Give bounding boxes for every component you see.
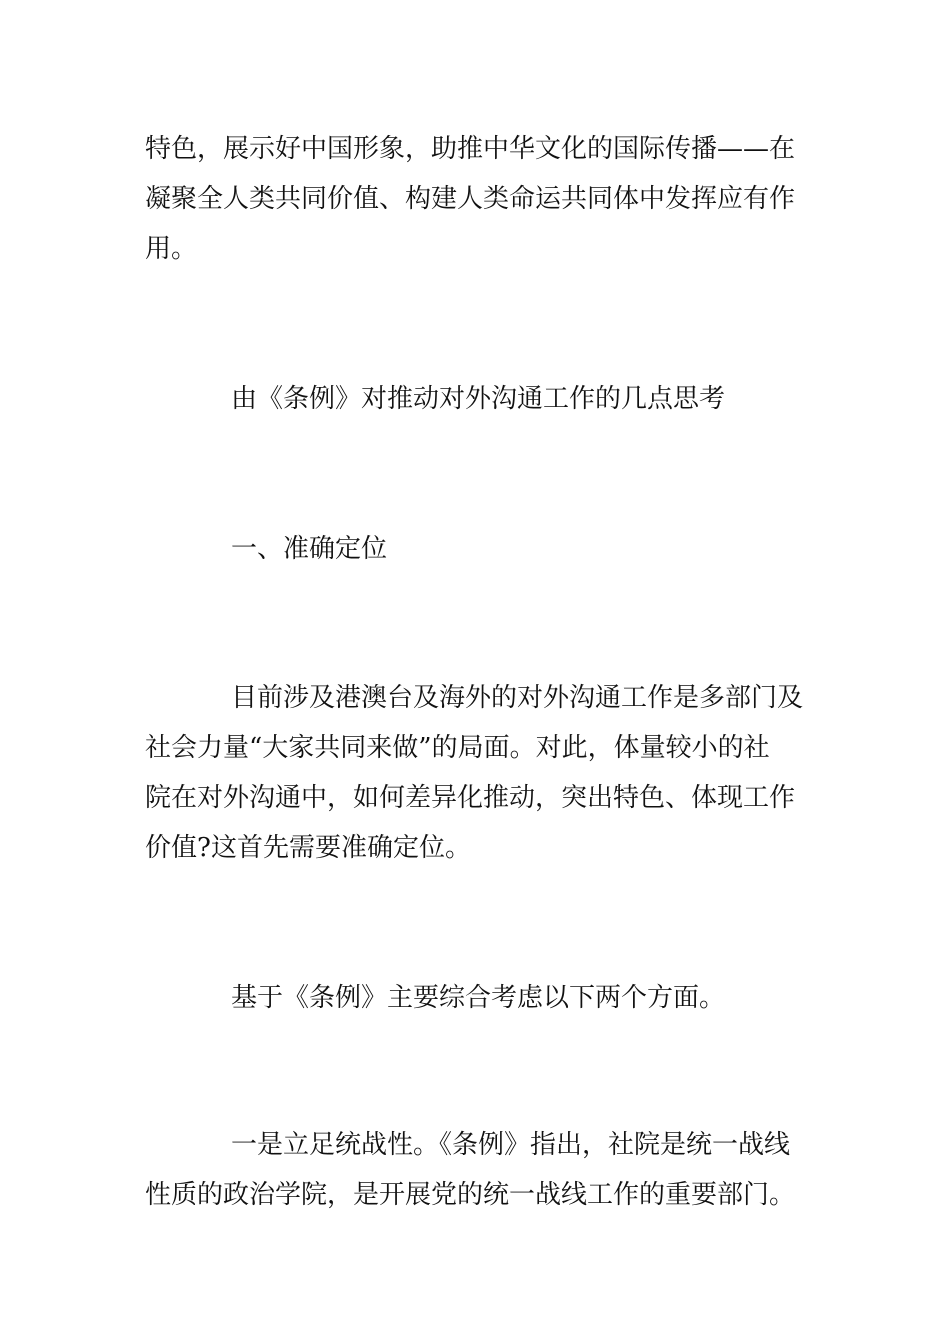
- text-line: 性质的政治学院，是开展党的统一战线工作的重要部门。: [145, 1180, 796, 1210]
- text-line: 目前涉及港澳台及海外的对外沟通工作是多部门及: [231, 683, 804, 713]
- text-line: 一是立足统战性。《条例》指出，社院是统一战线: [231, 1130, 791, 1160]
- text-line: 社会力量“大家共同来做”的局面。对此，体量较小的社: [145, 733, 770, 763]
- text-line: 特色，展示好中国形象，助推中华文化的国际传播——在: [145, 134, 796, 164]
- text-line: 院在对外沟通中，如何差异化推动，突出特色、体现工作: [145, 783, 796, 813]
- heading-accurate-positioning: [145, 524, 815, 574]
- text-line: 价值?这首先需要准确定位。: [145, 833, 471, 863]
- paragraph-body-3: [145, 1120, 815, 1220]
- section-title: [145, 374, 815, 424]
- paragraph-body-2: [145, 973, 815, 1023]
- paragraph-body-1: [145, 673, 815, 873]
- heading-text: 一、准确定位: [231, 534, 388, 564]
- paragraph-intro-continuation: [145, 124, 815, 274]
- text-line: 基于《条例》主要综合考虑以下两个方面。: [231, 983, 726, 1013]
- section-title-text: 由《条例》对推动对外沟通工作的几点思考: [231, 384, 726, 414]
- text-line: 凝聚全人类共同价值、构建人类命运共同体中发挥应有作: [145, 184, 796, 214]
- text-line: 用。: [145, 234, 198, 264]
